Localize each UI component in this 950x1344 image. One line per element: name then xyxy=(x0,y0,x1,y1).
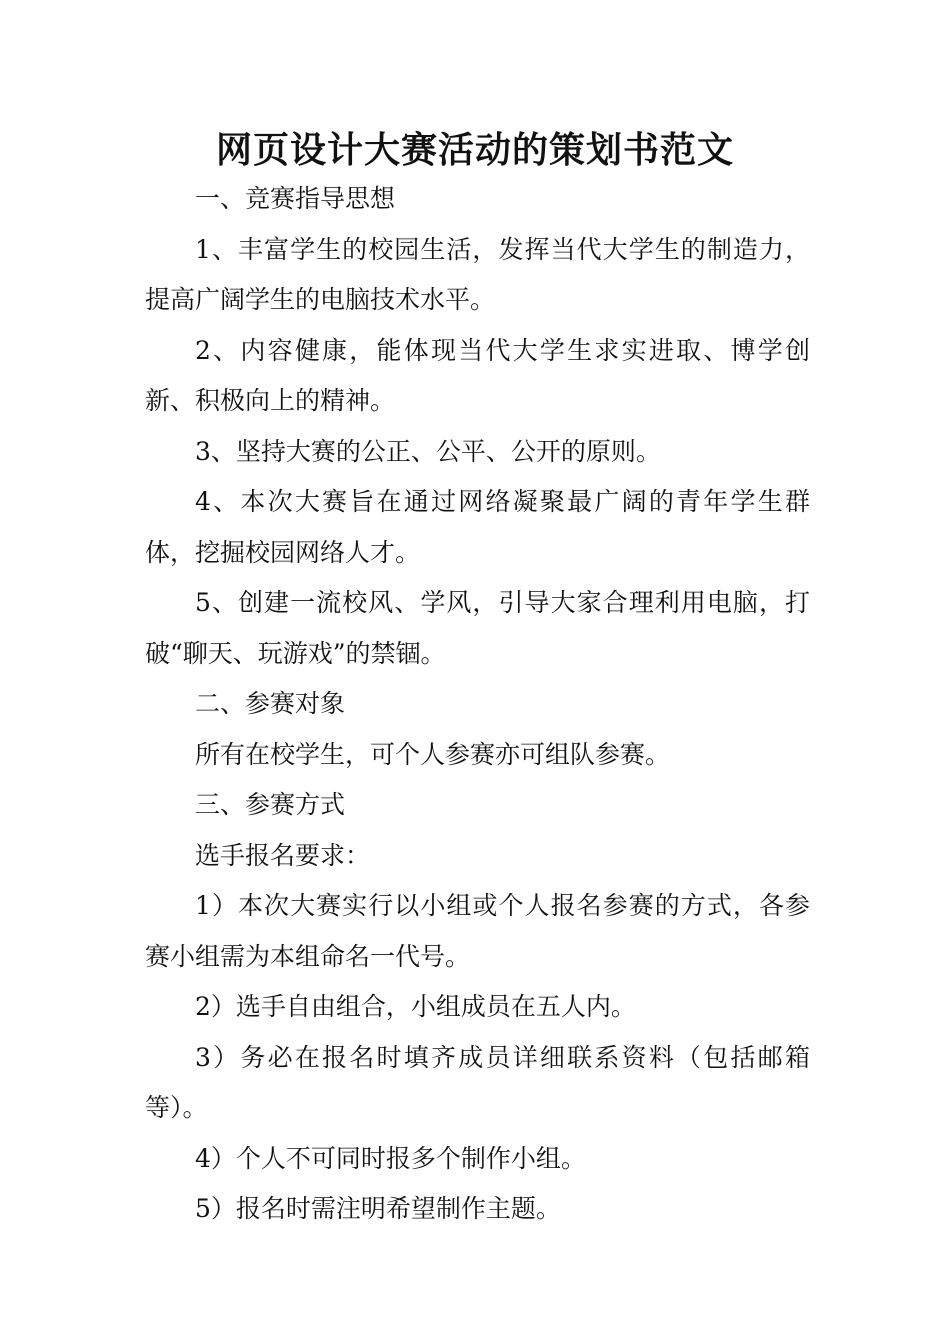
paragraph-requirement-1: 1）本次大赛实行以小组或个人报名参赛的方式，各参赛小组需为本组命名一代号。 xyxy=(145,891,810,971)
paragraph-item-1: 1、丰富学生的校园生活，发挥当代大学生的制造力，提高广阔学生的电脑技术水平。 xyxy=(145,234,810,314)
heading-participants: 二、参赛对象 xyxy=(195,689,346,718)
heading-guiding-ideology: 一、竞赛指导思想 xyxy=(195,184,396,213)
paragraph-item-5: 5、创建一流校风、学风，引导大家合理利用电脑，打破“聊天、玩游戏”的禁锢。 xyxy=(145,588,810,668)
heading-participation-method: 三、参赛方式 xyxy=(195,790,346,819)
paragraph-item-3: 3、坚持大赛的公正、公平、公开的原则。 xyxy=(195,436,661,466)
paragraph-registration-requirements: 选手报名要求： xyxy=(195,840,371,870)
paragraph-requirement-5: 5）报名时需注明希望制作主题。 xyxy=(195,1194,561,1223)
paragraph-requirement-3: 3）务必在报名时填齐成员详细联系资料（包括邮箱等）。 xyxy=(145,1042,810,1122)
paragraph-participants: 所有在校学生，可个人参赛亦可组队参赛。 xyxy=(195,739,671,769)
document-title: 网页设计大赛活动的策划书范文 xyxy=(215,130,734,171)
paragraph-requirement-4: 4）个人不可同时报多个制作小组。 xyxy=(195,1143,586,1173)
paragraph-item-2: 2、内容健康，能体现当代大学生求实进取、博学创新、积极向上的精神。 xyxy=(145,335,810,415)
paragraph-item-4: 4、本次大赛旨在通过网络凝聚最广阔的青年学生群体，挖掘校园网络人才。 xyxy=(145,487,810,567)
document-body xyxy=(145,174,810,1235)
paragraph-requirement-2: 2）选手自由组合，小组成员在五人内。 xyxy=(195,992,636,1021)
